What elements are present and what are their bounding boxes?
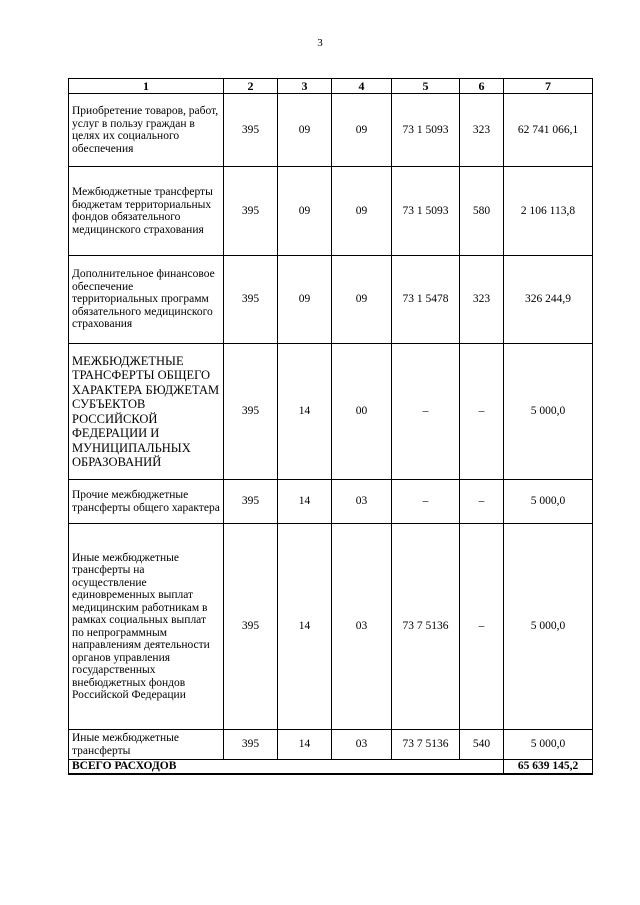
row-ministry-code: 395 (224, 256, 278, 344)
row-expense-type: 540 (460, 730, 504, 760)
row-section-code: 09 (278, 256, 332, 344)
row-name: МЕЖБЮДЖЕТНЫЕ ТРАНСФЕРТЫ ОБЩЕГО ХАРАКТЕРА БЮДЖЕТАМ СУБЪЕКТОВ РОССИЙСКОЙ ФЕДЕРАЦИИ И МУНИЦИПАЛЬНЫХ ОБРАЗОВАНИЙ (69, 344, 224, 480)
row-target-code: – (392, 344, 460, 480)
total-label: ВСЕГО РАСХОДОВ (69, 760, 504, 775)
row-expense-type: – (460, 344, 504, 480)
row-amount: 62 741 066,1 (504, 94, 593, 167)
row-expense-type: 580 (460, 167, 504, 256)
row-amount: 5 000,0 (504, 480, 593, 524)
column-header: 3 (278, 79, 332, 94)
row-section-code: 09 (278, 167, 332, 256)
row-ministry-code: 395 (224, 730, 278, 760)
total-value: 65 639 145,2 (504, 760, 593, 775)
row-ministry-code: 395 (224, 167, 278, 256)
row-amount: 5 000,0 (504, 730, 593, 760)
row-target-code: – (392, 480, 460, 524)
table-row (69, 167, 593, 256)
row-ministry-code: 395 (224, 480, 278, 524)
row-subsection-code: 00 (332, 344, 392, 480)
row-section-code: 09 (278, 94, 332, 167)
page-number: 3 (317, 37, 323, 49)
column-header: 7 (504, 79, 593, 94)
row-section-code: 14 (278, 344, 332, 480)
column-header: 1 (69, 79, 224, 94)
table-row (69, 94, 593, 167)
row-name: Иные межбюджетные трансферты на осуществление единовременных выплат медицинским работникам в рамках социальных выплат по непрограммным направлениям деятельности органов управления государственных внебюджетных фондов Российской Федерации (69, 524, 224, 730)
row-section-code: 14 (278, 524, 332, 730)
row-subsection-code: 03 (332, 730, 392, 760)
total-row (69, 760, 593, 775)
row-section-code: 14 (278, 730, 332, 760)
row-subsection-code: 03 (332, 480, 392, 524)
header-row (69, 79, 593, 94)
row-name: Межбюджетные трансферты бюджетам территориальных фондов обязательного медицинского страхования (69, 167, 224, 256)
row-ministry-code: 395 (224, 524, 278, 730)
table-row (69, 480, 593, 524)
row-name: Приобретение товаров, работ, услуг в пользу граждан в целях их социального обеспечения (69, 94, 224, 167)
row-amount: 2 106 113,8 (504, 167, 593, 256)
table-row (69, 730, 593, 760)
table-row (69, 524, 593, 730)
row-amount: 5 000,0 (504, 344, 593, 480)
column-header: 6 (460, 79, 504, 94)
table-row (69, 344, 593, 480)
row-name: Прочие межбюджетные трансферты общего характера (69, 480, 224, 524)
row-name: Иные межбюджетные трансферты (69, 730, 224, 760)
row-amount: 326 244,9 (504, 256, 593, 344)
row-section-code: 14 (278, 480, 332, 524)
row-expense-type: – (460, 524, 504, 730)
row-ministry-code: 395 (224, 344, 278, 480)
row-target-code: 73 7 5136 (392, 524, 460, 730)
row-amount: 5 000,0 (504, 524, 593, 730)
column-header: 2 (224, 79, 278, 94)
row-subsection-code: 03 (332, 524, 392, 730)
column-header: 4 (332, 79, 392, 94)
row-expense-type: – (460, 480, 504, 524)
row-target-code: 73 1 5478 (392, 256, 460, 344)
row-name: Дополнительное финансовое обеспечение территориальных программ обязательного медицинского страхования (69, 256, 224, 344)
row-expense-type: 323 (460, 256, 504, 344)
row-ministry-code: 395 (224, 94, 278, 167)
row-subsection-code: 09 (332, 94, 392, 167)
budget-table (68, 78, 593, 775)
row-subsection-code: 09 (332, 167, 392, 256)
row-expense-type: 323 (460, 94, 504, 167)
row-target-code: 73 1 5093 (392, 167, 460, 256)
column-header: 5 (392, 79, 460, 94)
row-target-code: 73 1 5093 (392, 94, 460, 167)
table-row (69, 256, 593, 344)
row-target-code: 73 7 5136 (392, 730, 460, 760)
row-subsection-code: 09 (332, 256, 392, 344)
